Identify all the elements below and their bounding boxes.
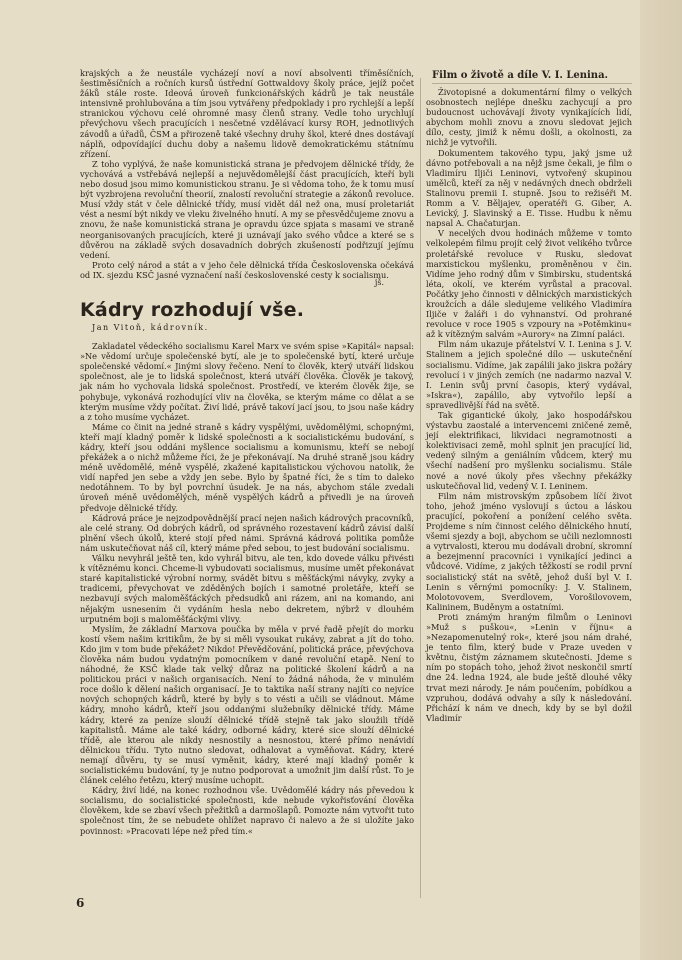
article-paragraph: Myslím, že základní Marxova poučka by měla v prvé řadě přejít do morku kostí všem našim kritikům, že by si měli vysoukat rukávy, zabrat a jít do toho. Kdo jim v tom bude překážet? Nikdo! Převědčování, politická práce, převýchova člověka nám budou vydatným pomocníkem v dané revoluční etapě. Není to náhodné, že KSČ klade tak velký důraz na politické školení kádrů a na politickou práci v našich organisacích. Není to žádná náhoda, že v minulém roce došlo k dělení našich organisací. Je to taktika naší strany najíti co nejvíce nových schopných kádrů, které by byly s to vésti a učili se vládnout. Máme kádry, mnoho kádrů, kteří jsou oddanými služebníky dělnické třídy. Máme kádry, které za peníze slouží dělnické třídě stejně tak jako sloužili třídě kapitalistů. Máme ale také kádry, odborné kádry, které sice slouží dělnické třídě, ale kterou ale nikdy nesnostily a nesnostou, které přímo nenávidí dělnickou třídu. Tyto nutno sledovat, odhalovat a vyměňovat. Kádry, které nemají důvěru, ty se musí vyměnit, kádry, které mají kladný poměr k socialistickému budování, ty je nutno podporovat a umožnit jim další růst. To je článek celého řetězu, který musíme uchopit. — [80, 623, 414, 786]
intro-signature: jš. — [374, 277, 384, 287]
article-paragraph: Válku nevyhrál ještě ten, kdo vyhrál bitvu, ale ten, kdo dovede válku přivésti k vítěznému konci. Chceme-li vybudovati socialismus, musíme umět překonávat staré kapitalistické výrobní normy, svádět bitvu s měšťáckými návyky, zvyky a tradicemi, převychovat ve zděděných bojích i samotné proletáře, kteří se nezbavují svých maloměšťáckých předsudků ani rázem, ani na komando, ani nějakým usnesením či vydáním hesla nebo dekretem, nýbrž v dlouhém urputném boji s maloměšťáckými vlivy. — [80, 553, 414, 624]
left-column — [80, 68, 414, 836]
article-paragraph: Zakladatel vědeckého socialismu Karel Marx ve svém spise »Kapitál« napsal: »Ne vědomí určuje společenské bytí, ale je to společenské bytí, které určuje společenské vědomí.« Jinými slovy řečeno. Není to člověk, který utváří lidskou společnost, ale je to lidská společnost, která utváří člověka. Člověk je takový, jak nám ho vychovala lidská společnost. Prostředí, ve kterém člověk žije, se pohybuje, vykonává rozhodující vliv na člověka, se kterým máme co dělat a se kterým musíme vždy počítat. Živí lidé, právě takoví jací jsou, to jsou naše kádry a z toho musíme vycházet. — [80, 341, 414, 422]
intro-paragraph: krajských a že neustále vycházejí noví a noví absolventi tříměsíčních, šestiměsíčních a ročních kursů ústřední Gottwaldovy školy práce, jejíž počet žáků stále roste. Ideová úroveň funkcionářských kádrů je tak neustále intensivně prohlubována a tím jsou vytvářeny předpoklady i pro rychlejší a lepší stranickou výchovu celé ohromné masy členů strany. Vedle toho urychlují převýchovu všech pracujících i nesčetné vzdělávací kursy ROH, jednotlivých závodů a úřadů, ČSM a přirozeně také všechny druhy škol, které dnes dostávají náplň, odpovídající duchu doby a našemu lidově demokratickému státnímu zřízení. — [80, 68, 414, 159]
intro-text — [80, 68, 414, 287]
article-kadry — [80, 299, 414, 836]
article-title: Kádry rozhodují vše. — [80, 298, 305, 321]
page-number: 6 — [76, 896, 85, 910]
film-paragraph: V necelých dvou hodinách můžeme v tomto velkolepém filmu projít celý život velikého tvůrce proletářské revoluce v Rusku, sledovat marxistickou myšlenku, proměněnou v čin. Vidíme jeho rodný dům v Simbirsku, studentská léta, okolí, ve kterém vyrůstal a pracoval. Počátky jeho činnosti v dělnických marxistických kroužcích a dále sledujeme velikého Vladimíra Iljiče v žaláři i do vyhnanství. Od prohrané revoluce v roce 1905 s vzpoury na »Potěmkinu« až k vítězným salvám »Aurory« na Zimní paláci. — [426, 228, 632, 340]
intro-paragraph: Proto celý národ a stát a v jeho čele dělnická třída Československa očekává od IX. sjezdu KSČ jasné vyznačení naší československé cesty k socialismu. — [80, 259, 414, 280]
film-paragraph: Film nám ukazuje přátelství V. I. Lenina s J. V. Stalinem a jejich společné dílo — uskutečnění socialismu. Vidíme, jak zapálili jako jiskra požáry revolucí i v jiných zemích (ne nadarmo nazval V. I. Lenin svůj první časopis, který vydával, »Iskra«), zapálilo, aby vytvořilo lepší a spravedlivější řád na světě. — [426, 339, 632, 410]
film-article-title: Film o životě a díle V. I. Lenina. — [432, 70, 632, 84]
article-paragraph: Kádry, živí lidé, na konec rozhodnou vše. Uvědomělé kádry nás převedou k socialismu, do socialistické společnosti, kde nebude vykořisťování člověka člověkem, kde se zbaví všech přežitků a darmošlapů. Pomozte nám vytvořit tuto společnost tím, že se nebudete ohlížet napravo či nalevo a že si uložíte jako povinnost: »Pracovati lépe než před tím.« — [80, 785, 414, 836]
article-paragraph: Máme co činit na jedné straně s kádry vyspělými, uvědomělými, schopnými, kteří mají kladný poměr k lidské společnosti a k socialistickému budování, s kádry, kteří jsou oddáni myšlence socialismu a komunismu, kteří se nebojí překážek a o nichž můžeme říci, že je překonávají. Na druhé straně jsou kádry méně uvědomělé, méně vyspělé, zkažené kapitalistickou výchovou natolik, že vidí napřed jen sebe a vždy jen sebe. Bylo by špatné říci, že s tím to daleko nedotáhnem. To by byl povrchní úsudek. Je na nás, abychom stále zvedali úroveň méně uvědomělých, méně vyspělých kádrů a přivedli je na úroveň předvoje dělnické třídy. — [80, 421, 414, 513]
article-paragraph: Kádrová práce je nejzodpovědnější prací nejen našich kádrových pracovníků, ale celé strany. Od dobrých kádrů, od správného rozestavení kádrů závisí další plnění všech úkolů, které stojí před námi. Správná kádrová politika pomůže nám uskutečňovat náš cíl, který máme před sebou, to jest budování socialismu. — [80, 512, 414, 553]
film-paragraph: Film nám mistrovským způsobem líčí život toho, jehož jméno vyslovují s úctou a láskou pracující, pokoření a ponížení celého světa. Projdeme s ním činnost celého dělnického hnutí, všemi sjezdy a boji, abychom se učili nezlomnosti a vytrvalosti, kterou mu dodávali drobní, skromní a bezejmenní pracovníci i vynikající jedinci a vůdcové. Vidíme, z jakých těžkostí se rodil první socialistický stát na světě, jehož duší byl V. I. Lenin s věrnými pomocníky: J. V. Stalinem, Molotovovem, Sverdlovem, Vorošilovovem, Kalininem, Buděnym a ostatními. — [426, 490, 632, 612]
facing-page-edge — [640, 0, 682, 960]
right-column — [426, 68, 632, 723]
intro-paragraph: Z toho vyplývá, že naše komunistická strana je předvojem dělnické třídy, že vychovává a vstřebává nejlepší a nejuvědomělejší část pracujících, kteří byli nebo dosud jsou mimo komunistickou stranu. Je si vědoma toho, že k tomu musí být vyzbrojena revoluční theorií, znalostí revoluční strategie a zákonů revoluce. Musí vždy stát v čele dělnické třídy, musí vidět dál než ona, musí proletariát vést a nesmí být nikdy ve vleku živelného hnutí. A my se přesvědčujeme znovu a znovu, že naše komunistická strana je opravdu úzce spjata s masami ve straně neorganisovaných pracujících, které ji uznávají jako svého vůdce a které se s důvěrou na základě svých dosavadních dobrých zkušeností podřizují jejímu vedení. — [80, 158, 414, 260]
column-divider — [420, 78, 421, 898]
film-paragraph: Proti známým hraným filmům o Leninovi »Muž s puškou«, »Lenin v říjnu« a »Nezapomenutelný rok«, které jsou nám drahé, je tento film, který bude v Praze uveden v květnu, čistým záznamem skutečnosti. Jdeme s ním po stopách toho, jehož život neskončil smrtí dne 24. ledna 1924, ale bude ještě dlouhé věky trvat mezi národy. Je nám poučením, pobídkou a vzpruhou, dodává odvahy a síly k následování. Přichází k nám ve dnech, kdy by se byl dožil Vladimír — [426, 611, 632, 723]
article-byline: Jan Vitoň, kádrovník. — [92, 322, 209, 332]
film-paragraph: Tak gigantické úkoly, jako hospodářskou výstavbu zaostalé a intervencemi zničené země, její elektrifikaci, likvidaci negramotnosti a kolektivisaci země, mohl splnit jen pracující lid, vedený silným a geniálním vůdcem, který mu všechí nadšení pro myšlenku socialismu. Stále nové a nové úkoly přes všechny překážky uskutečňoval lid, vedený V. I. Leninem. — [426, 410, 632, 491]
film-paragraph: Dokumentem takového typu, jaký jsme už dávno potřebovali a na nějž jsme čekali, je film o Vladimíru Iljiči Leninovi, vytvořený skupinou umělců, kteří za něj v nedávných dnech obdrželi Stalinovu premii I. stupně. Jsou to režiséři M. Romm a V. Běljajev, operatéři G. Giber, A. Levický, J. Slavinský a E. Tisse. Hudbu k němu napsal A. Chačaturjan. — [426, 147, 632, 229]
film-paragraph: Životopisné a dokumentární filmy o velkých osobnostech nejlépe dnešku zachycují a pro budoucnost uchovávají životy vynikajících lidí, abychom mohli znovu a znovu sledovat jejich dílo, cesty, jimiž k němu došli, a okolnosti, za nichž je vytvořili. — [426, 87, 632, 148]
